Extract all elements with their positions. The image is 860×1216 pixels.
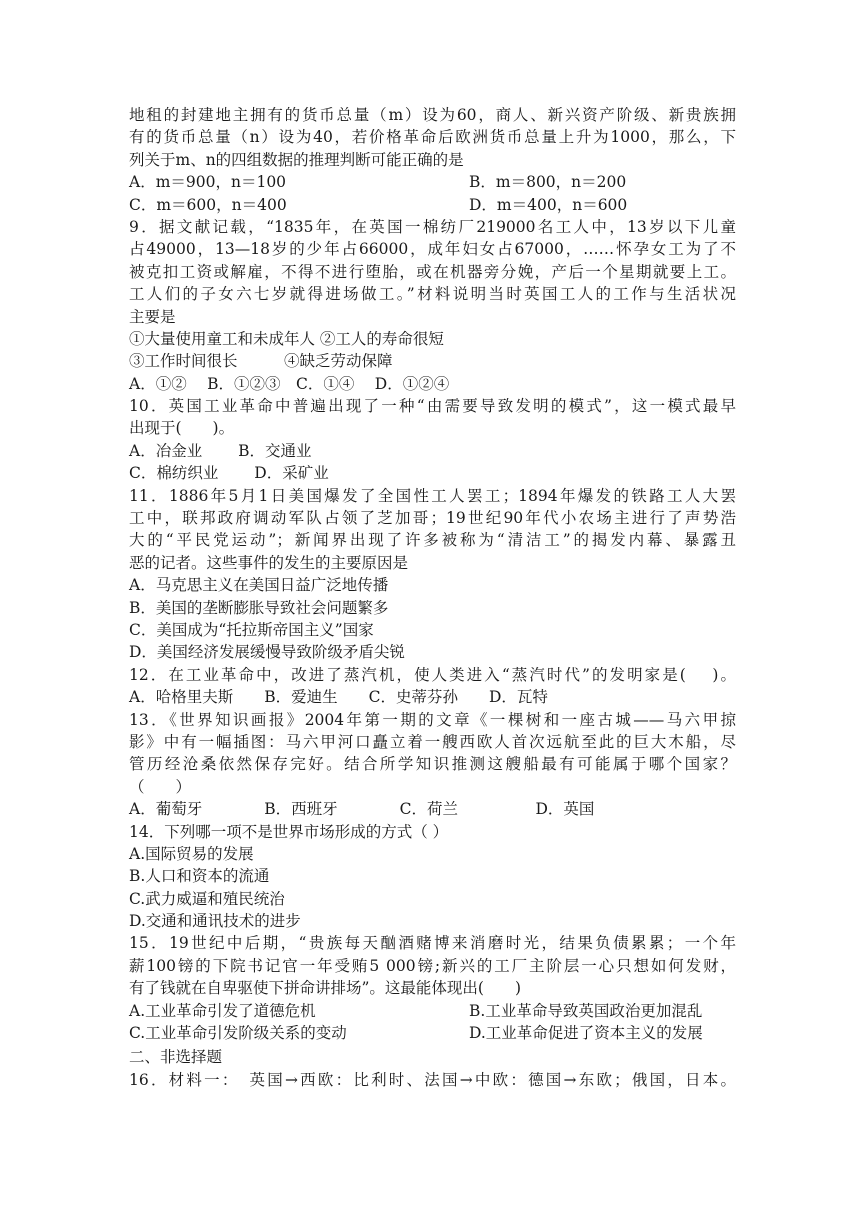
question-9: [129, 216, 736, 395]
option-c: C．m＝600，n＝400: [129, 195, 287, 214]
option-d: D．美国经济发展缓慢导致阶级矛盾尖锐: [129, 643, 405, 662]
option-c: C.武力威逼和殖民统治: [129, 889, 285, 908]
option-d: D.交通和通讯技术的进步: [129, 912, 301, 931]
question-text-line: 占49000，13—18岁的少年占66000，成年妇女占67000，……怀孕女工为了不: [129, 240, 736, 259]
option-row: A．①② B．①②③ C．①④ D．①②④: [129, 374, 450, 393]
question-text-line: 管历经沧桑依然保存完好。结合所学知识推测这艘船最有可能属于哪个国家？: [129, 755, 736, 774]
question-text-line: 薪100镑的下院书记官一年受贿5 000镑;新兴的工厂主阶层一心只想如何发财，: [129, 956, 736, 975]
question-16: [129, 1069, 736, 1091]
question-text-line: 大的“平民党运动”；新闻界出现了许多被称为“清洁工”的揭发内幕、暴露丑: [129, 531, 736, 550]
option-row: [129, 1000, 736, 1022]
question-8: [129, 104, 736, 216]
question-text-line: 9．据文献记载，“1835年，在英国一棉纺厂219000名工人中，13岁以下儿童: [129, 217, 736, 236]
section-heading: 二、非选择题: [129, 1048, 223, 1067]
question-11: [129, 485, 736, 664]
option-b: B．m＝800，n＝200: [469, 173, 627, 192]
question-text-line: 列关于m、n的四组数据的推理判断可能正确的是: [129, 150, 464, 169]
option-a: A．马克思主义在美国日益广泛地传播: [129, 576, 389, 595]
question-text-line: 有了钱就在自卑驱使下拼命讲排场”。这最能体现出( ): [129, 979, 522, 998]
option-row: [129, 194, 736, 216]
option-a: A．m＝900，n＝100: [129, 173, 287, 192]
question-15: [129, 932, 736, 1044]
question-text-line: 出现于( )。: [129, 419, 235, 438]
question-10: [129, 395, 736, 485]
option-row: A．葡萄牙 B．西班牙 C．荷兰 D．英国: [129, 800, 595, 819]
option-row: A．哈格里夫斯 B．爱迪生 C．史蒂芬孙 D．瓦特: [129, 688, 548, 707]
option-d: D.工业革命促进了资本主义的发展: [469, 1024, 703, 1043]
question-text-line: 影》中有一幅插图：马六甲河口矗立着一艘西欧人首次远航至此的巨大木船，尽: [129, 732, 736, 751]
option-row: C．棉纺织业 D．采矿业: [129, 464, 329, 483]
option-b: B.人口和资本的流通: [129, 867, 270, 886]
option-c: C.工业革命引发阶级关系的变动: [129, 1024, 347, 1043]
question-text-line: （ ）: [129, 777, 192, 796]
question-text-line: 被克扣工资或解雇，不得不进行堕胎，或在机器旁分娩，产后一个星期就要上工。: [129, 262, 736, 281]
option-row: [129, 1022, 736, 1044]
question-text-line: 11．1886年5月1日美国爆发了全国性工人罢工；1894年爆发的铁路工人大罢: [129, 486, 736, 505]
question-text-line: 10．英国工业革命中普遍出现了一种“由需要导致发明的模式”，这一模式最早: [129, 397, 736, 416]
question-text-line: 13．《世界知识画报》2004年第一期的文章《一棵树和一座古城——马六甲掠: [129, 710, 736, 729]
question-text-line: 工中，联邦政府调动军队占领了芝加哥；19世纪90年代小农场主进行了声势浩: [129, 509, 736, 528]
option-a: A.国际贸易的发展: [129, 844, 254, 863]
option-b: B．美国的垄断膨胀导致社会问题繁多: [129, 598, 389, 617]
option-a: A.工业革命引发了道德危机: [129, 1001, 316, 1020]
question-text-line: 12．在工业革命中，改进了蒸汽机，使人类进入“蒸汽时代”的发明家是( )。: [129, 665, 736, 684]
question-text-line: 地租的封建地主拥有的货币总量（m）设为60，商人、新兴资产阶级、新贵族拥: [129, 106, 736, 124]
option-row: A．冶金业 B．交通业: [129, 441, 312, 460]
question-text-line: 有的货币总量（n）设为40，若价格革命后欧洲货币总量上升为1000，那么，下: [129, 128, 736, 147]
option-c: C．美国成为“托拉斯帝国主义”国家: [129, 620, 374, 639]
question-text-line: 14．下列哪一项不是世界市场形成的方式（ ）: [129, 822, 449, 841]
question-text-line: 工人们的子女六七岁就得进场做工。”材料说明当时英国工人的工作与生活状况: [129, 285, 736, 304]
question-content: [129, 104, 736, 1091]
question-12: [129, 664, 736, 709]
question-text-line: 恶的记者。这些事件的发生的主要原因是: [129, 553, 409, 572]
question-text-line: 16．材料一： 英国→西欧：比利时、法国→中欧：德国→东欧；俄国，日本。: [129, 1070, 736, 1089]
statement-items: ①大量使用童工和未成年人 ②工人的寿命很短: [129, 329, 444, 348]
question-text-line: 主要是: [129, 307, 176, 326]
question-text-line: 15．19世纪中后期，“贵族每天酗酒赌博来消磨时光，结果负债累累；一个年: [129, 934, 736, 953]
option-b: B.工业革命导致英国政治更加混乱: [469, 1001, 703, 1020]
question-13: [129, 709, 736, 821]
option-row: [129, 171, 736, 193]
statement-items: ③工作时间很长 ④缺乏劳动保障: [129, 352, 393, 371]
option-d: D．m＝400，n＝600: [469, 195, 628, 214]
question-14: [129, 821, 736, 933]
